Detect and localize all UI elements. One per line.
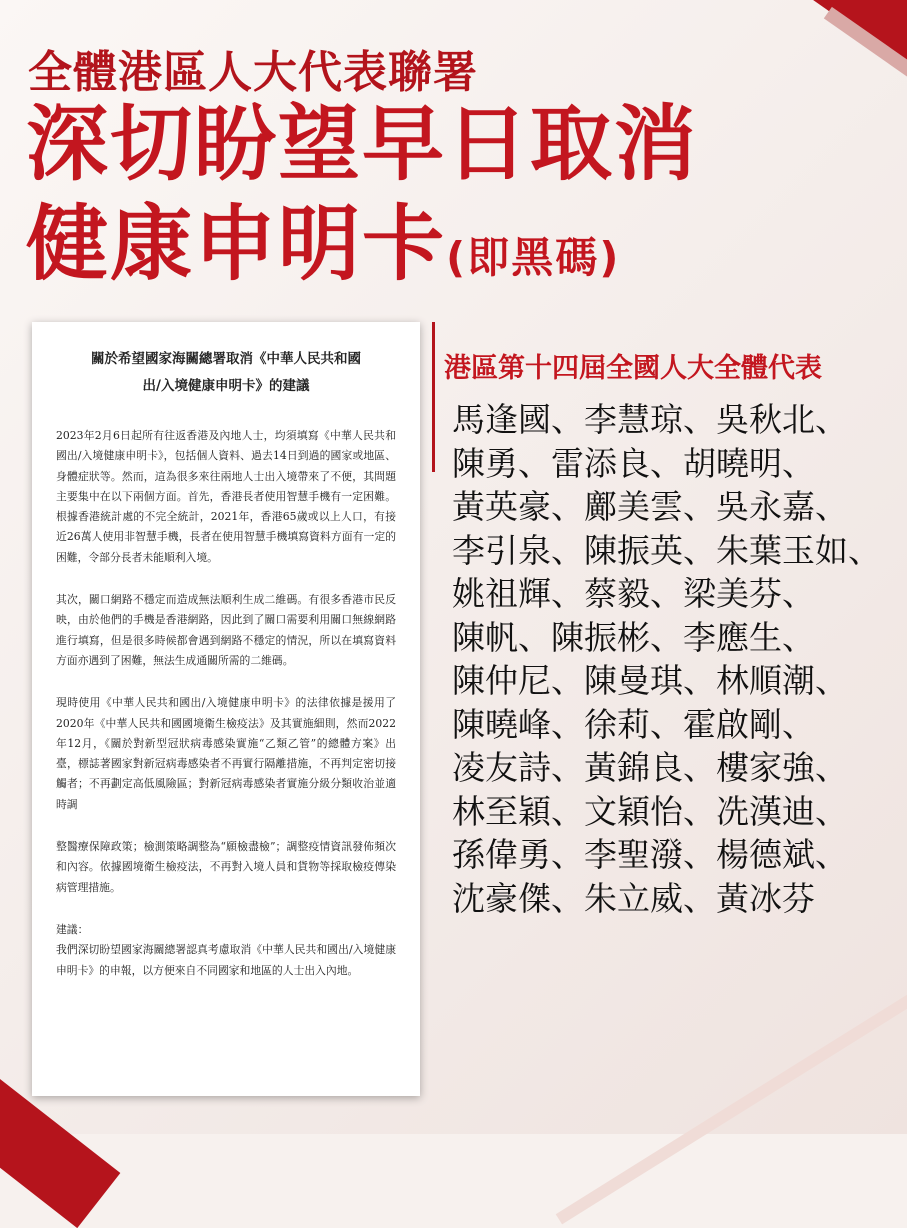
letter-paragraph: 整醫療保障政策；檢測策略調整為“願檢盡檢”；調整疫情資訊發佈頻次和內容。依據國境衛生檢疫法，不再對入境人員和貨物等採取檢疫傳染病管理措施。 xyxy=(56,840,396,894)
name-line: 陳勇、雷添良、胡曉明、 xyxy=(452,443,815,483)
headline-main: 健康申明卡 xyxy=(26,197,447,292)
name-line: 姚祖輝、蔡毅、梁美芬、 xyxy=(452,574,815,613)
letter-paragraph: 現時使用《中華人民共和國出/入境健康申明卡》的法律依據是援用了2020年《中華人民共和國國境衛生檢疫法》及其實施細則，然而2022年12月，《關於對新型冠狀病毒感染實施“乙類乙管”的總體方案》出臺，標誌著國家對新冠病毒感染者不再實行隔離措施，不再判定密切接觸者；不再劃定高低風險區；對新冠病毒感染者實施分級分類收治並適時調 xyxy=(56,696,396,811)
letter-paragraph: 其次，關口網路不穩定而造成無法順利生成二維碼。有很多香港市民反映，由於他們的手機是香港網路，因此到了關口需要利用關口無線網路進行填寫，但是很多時候都會遇到網路不穩定的情況，所以在填寫資料方面亦遇到了困難，無法生成通關所需的二維碼。 xyxy=(56,593,396,667)
headline-line3 xyxy=(26,197,621,303)
letter-title-line: 出/入境健康申明卡》的建議 xyxy=(142,378,310,394)
deputies-list xyxy=(452,398,881,920)
deputies-heading: 港區第十四屆全國人大全體代表 xyxy=(444,353,822,384)
letter-paragraph: 我們深切盼望國家海關總署認真考慮取消《中華人民共和國出/入境健康申明卡》的申報，以方便來自不同國家和地區的人士出入內地。 xyxy=(56,943,396,977)
name-line: 孫偉勇、李聖潑、楊德斌、 xyxy=(452,835,848,874)
name-line: 凌友詩、黃錦良、樓家強、 xyxy=(452,748,848,787)
letter-section-label: 建議： xyxy=(56,922,89,936)
name-line: 沈豪傑、朱立威、黃冰芬 xyxy=(452,878,815,918)
letter-paragraph: 2023年2月6日起所有往返香港及內地人士，均須填寫《中華人民共和國出/入境健康申明卡》，包括個人資料、過去14日到過的國家或地區、身體症狀等。然而，這為很多來往兩地人士出入境帶來了不便，其問題主要集中在以下兩個方面。首先，香港長者使用智慧手機有一定困難。根據香港統計處的不完全統計，2021年，香港65歲或以上人口，有接近26萬人使用非智慧手機，長者在使用智慧手機填寫資料方面有一定的困難，令部分長者未能順利入境。 xyxy=(56,429,396,564)
letter-title-line: 關於希望國家海關總署取消《中華人民共和國 xyxy=(91,351,361,367)
name-line: 黃英豪、鄺美雲、吳永嘉、 xyxy=(452,487,848,526)
name-line: 陳曉峰、徐莉、霍啟剛、 xyxy=(452,704,815,744)
name-line: 李引泉、陳振英、朱葉玉如、 xyxy=(452,530,881,570)
name-line: 馬逢國、李慧琼、吳秋北、 xyxy=(452,400,848,439)
headline-line1: 全體港區人大代表聯署 xyxy=(28,47,478,98)
headline-note: (即黑碼) xyxy=(446,233,621,282)
letter-document xyxy=(32,322,420,1096)
divider xyxy=(432,322,435,472)
headline-line2: 深切盼望早日取消 xyxy=(26,97,699,192)
name-line: 林至穎、文穎怡、冼漢迪、 xyxy=(452,791,848,831)
name-line: 陳仲尼、陳曼琪、林順潮、 xyxy=(452,661,848,700)
letter-title xyxy=(56,346,396,400)
name-line: 陳帆、陳振彬、李應生、 xyxy=(452,617,815,657)
